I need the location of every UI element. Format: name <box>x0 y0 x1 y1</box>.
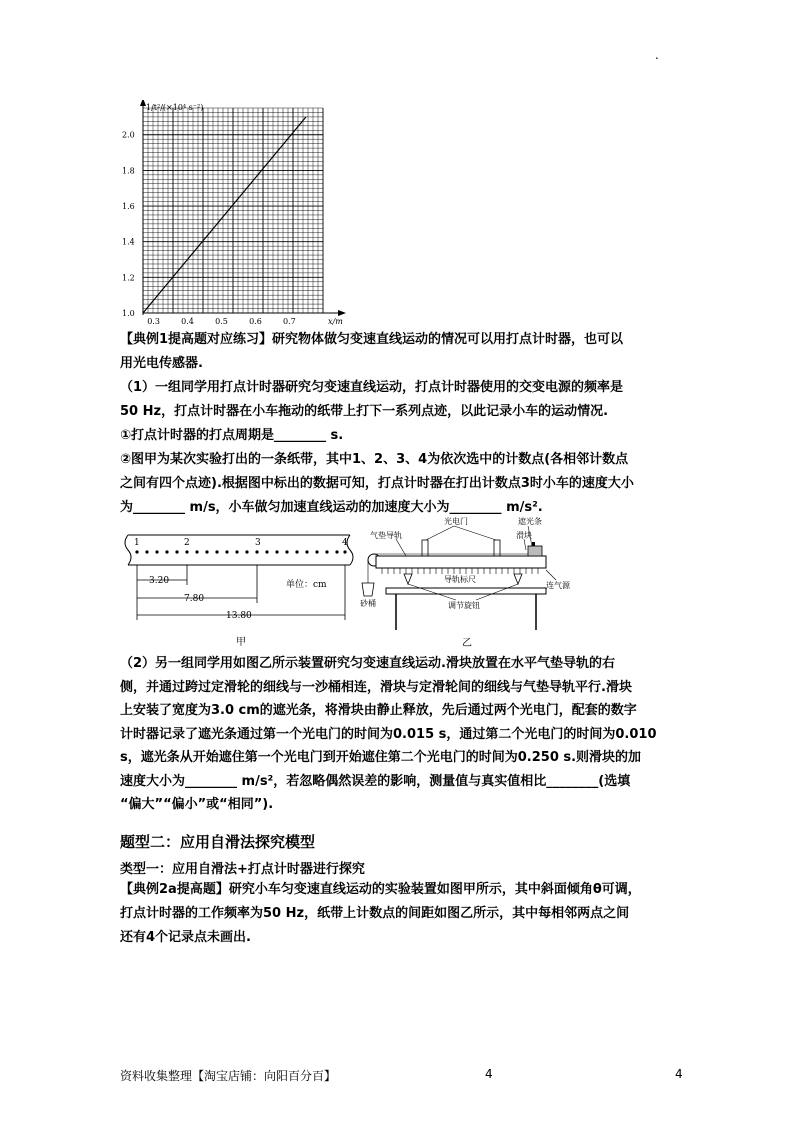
p1-line-5: ①打点计时器的打点周期是________ s. <box>120 428 344 443</box>
y-tick-label: 1.8 <box>122 166 135 176</box>
tape-figure <box>118 525 363 653</box>
y-tick-label: 1.6 <box>122 202 135 212</box>
p1-line-4: 50 Hz，打点计时器在小车拖动的纸带上打下一系列点迹，以此记录小车的运动情况. <box>120 404 609 419</box>
distance-1-4: 13.80 <box>226 611 252 621</box>
distance-1-3: 7.80 <box>184 594 205 604</box>
p1-line-2: 用光电传感器. <box>120 356 203 371</box>
exercise-paragraph-1 <box>120 328 690 520</box>
p2-line-3: 上安装了宽度为3.0 cm的遮光条，将滑块由静止释放，先后通过两个光电门，配套的数字 <box>120 703 637 718</box>
shade-strip <box>532 542 535 546</box>
section-title: 题型二：应用自滑法探究模型 <box>120 833 316 851</box>
label-track-scale: 导轨标尺 <box>444 575 476 584</box>
p2-line-4: 计时器记录了遮光条通过第一个光电门的时间为0.015 s，通过第二个光电门的时间为0.010 <box>120 726 657 742</box>
p1-line-1: 【典例1提高题对应练习】研究物体做匀变速直线运动的情况可以用打点计时器，也可以 <box>120 332 624 347</box>
air-track <box>376 556 546 568</box>
footer-page-right: 4 <box>675 1067 683 1081</box>
slider-block <box>528 546 542 556</box>
count-point-1: 1 <box>134 538 140 548</box>
count-point-3: 3 <box>255 538 261 548</box>
label-photogate: 光电门 <box>444 517 468 526</box>
label-adjust-knob: 调节旋钮 <box>448 601 480 610</box>
x-axis-label: x/m <box>328 317 343 325</box>
graph <box>118 100 348 325</box>
x-tick-label: 0.6 <box>249 317 262 325</box>
tape-right-break <box>347 535 353 565</box>
figure-caption-jia: 甲 <box>236 637 246 648</box>
p3-line-3: 还有4个记录点未画出. <box>120 930 251 945</box>
y-tick-label: 1.2 <box>122 273 135 283</box>
y-tick-label: 2.0 <box>122 130 135 140</box>
count-point-4: 4 <box>342 538 348 548</box>
p1-line-3: （1）一组同学用打点计时器研究匀变速直线运动，打点计时器使用的交变电源的频率是 <box>120 380 624 395</box>
p2-line-6: 速度大小为________ m/s²，若忽略偶然误差的影响，测量值与真实值相比________(选填 <box>120 773 631 789</box>
footer-page-center: 4 <box>485 1067 493 1081</box>
distance-1-2: 3.20 <box>149 576 170 586</box>
x-tick-label: 0.7 <box>283 317 296 325</box>
tape-dots <box>135 550 346 553</box>
tape-left-break <box>125 535 131 565</box>
exercise-paragraph-2 <box>120 652 690 817</box>
track-teeth <box>382 568 538 574</box>
label-slider: 滑块 <box>516 531 532 540</box>
figure-caption-yi: 乙 <box>462 638 472 649</box>
label-shade-strip: 遮光条 <box>518 517 542 526</box>
graph-grid <box>143 108 323 313</box>
footer-source: 资料收集整理【淘宝店铺：向阳百分百】 <box>120 1069 337 1083</box>
label-sand-bucket: 砂桶 <box>360 599 376 608</box>
p1-line-8: 为________ m/s，小车做匀加速直线运动的加速度大小为________ m/s². <box>120 500 543 515</box>
apparatus-figure <box>356 508 586 653</box>
p2-line-1: （2）另一组同学用如图乙所示装置研究匀变速直线运动.滑块放置在水平气垫导轨的右 <box>120 656 615 671</box>
section-subtitle: 类型一：应用自滑法+打点计时器进行探究 <box>120 862 365 877</box>
table-top <box>386 588 546 594</box>
y-tick-labels <box>122 131 135 318</box>
photogate-1 <box>422 540 428 556</box>
unit-label: 单位：cm <box>286 580 327 590</box>
count-point-2: 2 <box>184 538 190 548</box>
sand-bucket <box>362 583 374 596</box>
p1-line-7: 之间有四个点迹).根据图中标出的数据可知，打点计时器在打出计数点3时小车的速度大小 <box>120 476 634 491</box>
x-tick-label: 0.5 <box>215 317 228 325</box>
x-axis-arrow <box>338 310 346 316</box>
adjust-knob-left <box>404 574 412 584</box>
label-air-source: 连气源 <box>546 581 570 590</box>
p1-line-6: ②图甲为某次实验打出的一条纸带，其中1、2、3、4为依次选中的计数点(各相邻计数点 <box>120 452 629 467</box>
x-tick-label: 0.4 <box>181 317 194 325</box>
p2-line-2: 侧，并通过跨过定滑轮的细线与一沙桶相连，滑块与定滑轮间的细线与气垫导轨平行.滑块 <box>120 679 632 695</box>
photogate-2 <box>494 540 500 556</box>
label-air-track: 气垫导轨 <box>370 531 402 540</box>
p2-line-5: s，遮光条从开始遮住第一个光电门到开始遮住第二个光电门的时间为0.250 s.则滑块的加 <box>120 750 642 765</box>
p2-line-7: “偏大”“偏小”或“相同”). <box>120 797 274 812</box>
exercise-paragraph-3 <box>120 878 690 950</box>
y-tick-label: 1.4 <box>122 237 135 247</box>
header-dot: . <box>655 48 659 62</box>
p3-line-1: 【典例2a提高题】研究小车匀变速直线运动的实验装置如图甲所示，其中斜面倾角θ可调， <box>120 882 641 897</box>
p3-line-2: 打点计时器的工作频率为50 Hz，纸带上计数点的间距如图乙所示，其中每相邻两点之间 <box>120 906 630 921</box>
y-tick-label: 1.0 <box>122 309 135 318</box>
y-axis-label: 1/t²/(×10⁴ s⁻²) <box>146 103 204 112</box>
adjust-knob-right <box>514 574 522 584</box>
x-tick-label: 0.3 <box>147 317 160 325</box>
x-tick-labels <box>147 317 296 325</box>
